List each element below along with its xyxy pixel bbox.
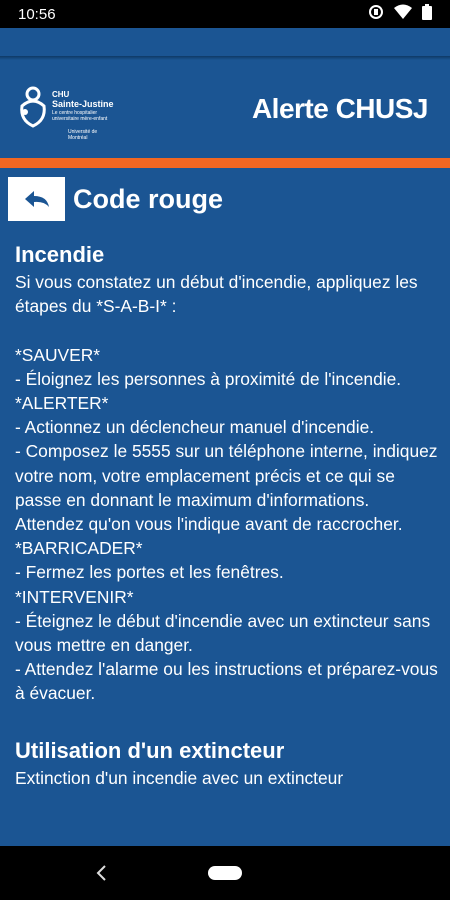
- app-header: [0, 60, 450, 158]
- logo-line-subtitle: Le centre hospitalier universitaire mère-enfant: [52, 110, 108, 122]
- sync-icon: [368, 4, 384, 24]
- status-icons: [368, 4, 432, 24]
- back-button[interactable]: [8, 177, 65, 221]
- chusj-logo: [16, 74, 116, 144]
- logo-line-name: Sainte-Justine: [52, 99, 114, 109]
- wifi-icon: [394, 4, 412, 24]
- app-bar: [0, 28, 450, 56]
- status-bar: [0, 0, 450, 28]
- back-arrow-icon: [22, 189, 52, 209]
- section-body-incendie: Si vous constatez un début d'incendie, appliquez les étapes du *S-A-B-I* : *SAUVER* - Éloignez les personnes à proximité de l'incendie. *ALERTER* - Actionnez un déclencheur manuel d'incendie. - Composez le 5555 sur un téléphone interne, indiquez votre nom, votre emplacement précis et ce qui se passe en donnant le maximum d'informations. Attendez qu'on vous l'indique avant de raccrocher. *BARRICADER* - Fermez les portes et les fenêtres. *INTERVENIR* - Éteignez le début d'incendie avec un extincteur sans vous mettre en danger. - Attendez l'alarme ou les instructions et préparez-vous à évacuer.: [15, 272, 438, 704]
- app-title: Alerte CHUSJ: [251, 93, 428, 124]
- status-time: 10:56: [18, 5, 56, 23]
- accent-stripe: [0, 158, 450, 168]
- page-title: Code rouge: [73, 183, 224, 214]
- logo-line-university: Université de Montréal: [68, 129, 98, 141]
- logo-line-chu: CHU: [52, 90, 70, 99]
- nav-home-pill[interactable]: [208, 866, 242, 880]
- content-scroll[interactable]: [15, 240, 440, 846]
- section-body-extincteur: Extinction d'un incendie avec un extincteur: [15, 767, 344, 788]
- page-title-bar: [0, 176, 450, 222]
- section-heading-incendie: Incendie: [15, 242, 105, 267]
- nav-back-icon[interactable]: [88, 860, 114, 886]
- battery-icon: [422, 4, 432, 24]
- section-heading-extincteur: Utilisation d'un extincteur: [15, 737, 285, 763]
- system-nav-bar: [0, 846, 450, 900]
- logo-mark-icon: [16, 86, 50, 130]
